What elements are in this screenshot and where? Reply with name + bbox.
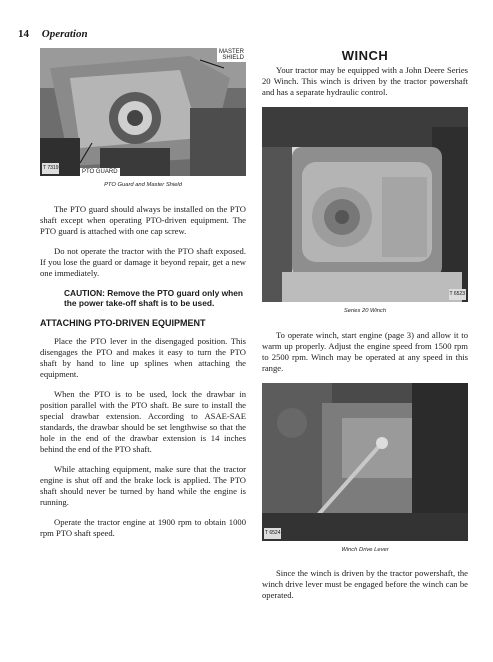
paragraph: When the PTO is to be used, lock the drawbar in position parallel with the PTO shaft. Be sure to install the special drawbar extension. According to ASAE-SAE standards, the drawbar should be set lengthwise so that the hole in the end of the drawbar extension is 14 inches behind the end of the PTO shaft. bbox=[40, 389, 246, 454]
pto-guard-photo-graphic bbox=[40, 48, 246, 176]
paragraph: Your tractor may be equipped with a John Deere Series 20 Winch. This winch is driven by the tractor powershaft and has a separate hydraulic control. bbox=[262, 65, 468, 97]
photo-code: T 6523 bbox=[449, 289, 466, 300]
winch-lever-photo-graphic bbox=[262, 383, 468, 541]
section-title: Operation bbox=[41, 28, 88, 40]
winch-photo bbox=[262, 107, 468, 302]
left-column bbox=[40, 48, 246, 548]
paragraph: The PTO guard should always be installed on the PTO shaft except when operating PTO-driven equipment. The PTO guard is attached with one cap screw. bbox=[40, 204, 246, 236]
paragraph: Do not operate the tractor with the PTO shaft exposed. If you lose the guard or damage it beyond repair, get a new one immediately. bbox=[40, 246, 246, 278]
paragraph: Operate the tractor engine at 1900 rpm to obtain 1000 rpm PTO shaft speed. bbox=[40, 517, 246, 538]
paragraph: Since the winch is driven by the tractor powershaft, the winch drive lever must be engaged before the winch can be operated. bbox=[262, 568, 468, 600]
page-header bbox=[18, 28, 88, 40]
winch-photo-graphic bbox=[262, 107, 468, 302]
photo-code: T 6524 bbox=[264, 528, 281, 539]
caution-notice: CAUTION: Remove the PTO guard only when the power take-off shaft is to be used. bbox=[64, 288, 243, 308]
winch-drive-lever-photo bbox=[262, 383, 468, 541]
paragraph: To operate winch, start engine (page 3) and allow it to warm up properly. Adjust the engine speed from 1500 rpm to 2500 rpm. Winch may be operated at any speed in this range. bbox=[262, 330, 468, 373]
pto-guard-photo bbox=[40, 48, 246, 176]
paragraph: Place the PTO lever in the disengaged position. This disengages the PTO and makes it easy to turn the PTO shaft by hand to line up splines when attaching the equipment. bbox=[40, 336, 246, 379]
subheading-attaching-equipment: ATTACHING PTO-DRIVEN EQUIPMENT bbox=[40, 318, 206, 328]
winch-heading: WINCH bbox=[341, 48, 389, 63]
master-shield-label: MASTER SHIELD bbox=[218, 49, 244, 61]
page-number: 14 bbox=[18, 28, 29, 40]
winch-drive-lever-caption: Winch Drive Lever bbox=[341, 547, 389, 553]
winch-caption: Series 20 Winch bbox=[343, 308, 387, 314]
paragraph: While attaching equipment, make sure that the tractor engine is shut off and the brake lock is applied. The PTO shaft should never be turned by hand while the engine is running. bbox=[40, 464, 246, 507]
pto-guard-caption: PTO Guard and Master Shield bbox=[104, 182, 182, 188]
photo-code: T 7319 bbox=[42, 163, 59, 174]
right-column bbox=[262, 50, 468, 610]
pto-guard-label: PTO GUARD bbox=[82, 169, 118, 175]
